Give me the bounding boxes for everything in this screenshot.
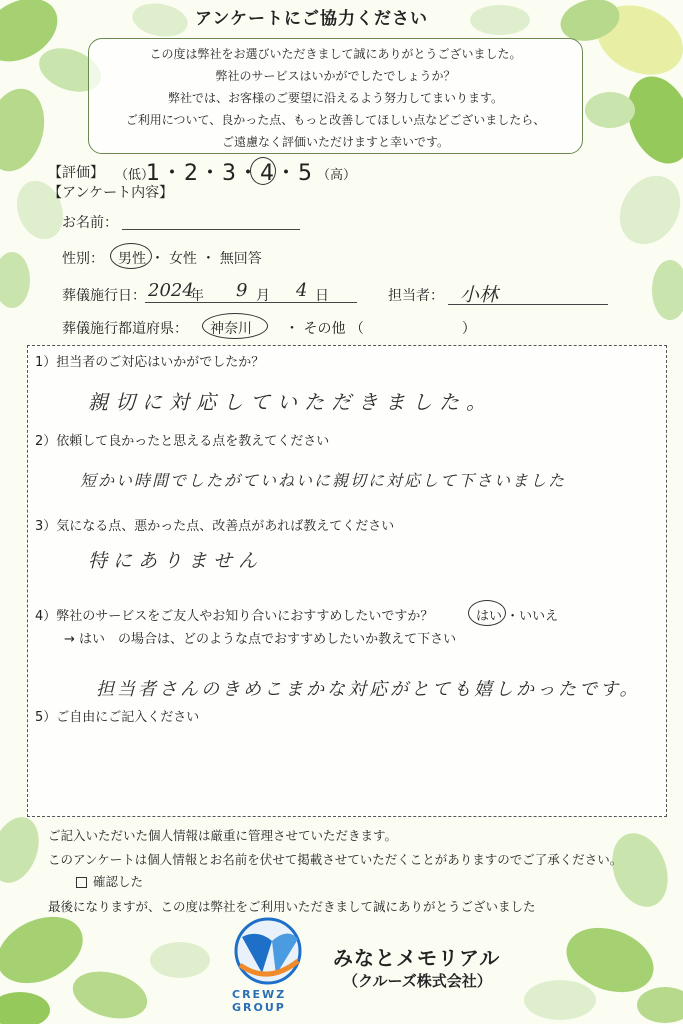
question-4-subprompt: → はい の場合は、どのような点でおすすめしたいか教えて下さい xyxy=(64,632,457,647)
rating-selected-circle xyxy=(250,157,276,185)
privacy-notice: ご記入いただいた個人情報は厳重に管理させていただきます。 xyxy=(48,828,398,843)
date-year-unit: 年 xyxy=(190,288,204,304)
questions-box xyxy=(27,345,667,817)
company-subname: （クルーズ株式会社） xyxy=(343,972,492,990)
staff-field-line[interactable] xyxy=(448,304,608,305)
answer-1-handwritten: 親切に対応していただきました。 xyxy=(88,390,493,414)
intro-line: 弊社のサービスはいかがでしたでしょうか？ xyxy=(215,69,456,83)
date-month-handwritten: 9 xyxy=(236,280,248,301)
date-day-unit: 日 xyxy=(315,288,329,304)
prefecture-selected-circle xyxy=(202,313,268,339)
date-year-handwritten: 2024 xyxy=(148,280,194,301)
staff-label: 担当者： xyxy=(388,288,444,304)
question-5: 5）ご自由にご記入ください xyxy=(35,710,200,725)
company-name: みなとメモリアル xyxy=(333,946,501,970)
logo-text-crewz: CREWZ xyxy=(232,988,287,1001)
date-field-line[interactable] xyxy=(145,302,357,303)
prefecture-other-option: ・ その他 （ ） xyxy=(285,321,476,337)
confirm-checkbox[interactable] xyxy=(76,877,87,888)
staff-name-handwritten: 小林 xyxy=(460,284,499,306)
gender-selected-circle xyxy=(110,243,152,269)
intro-line: 弊社では、お客様のご要望に沿えるよう努力してまいります。 xyxy=(167,91,504,105)
funeral-date-label: 葬儀施行日： xyxy=(62,288,146,304)
survey-content-label: 【アンケート内容】 xyxy=(48,185,174,201)
question-3: 3）気になる点、悪かった点、改善点があれば教えてください xyxy=(35,519,395,534)
intro-line: ご遠慮なく評価いただけますと幸いです。 xyxy=(221,135,450,149)
survey-title: アンケートにご協力ください xyxy=(195,9,428,29)
date-month-unit: 月 xyxy=(256,288,270,304)
logo-text-group: GROUP xyxy=(232,1001,286,1014)
rating-high-label: （高） xyxy=(317,168,357,183)
question-2: 2）依頼して良かったと思える点を教えてください xyxy=(35,434,330,449)
date-day-handwritten: 4 xyxy=(296,280,308,301)
name-label: お名前： xyxy=(62,215,118,231)
question-4-options: はい ・いいえ xyxy=(476,609,559,624)
question-4: 4）弊社のサービスをご友人やお知り合いにおすすめしたいですか？ xyxy=(35,609,434,624)
rating-label: 【評価】 xyxy=(48,165,104,181)
answer-4-handwritten: 担当者さんのきめこまかな対応がとても嬉しかったです。 xyxy=(96,679,641,700)
answer-3-handwritten: 特にありません xyxy=(88,550,264,572)
name-field-line[interactable] xyxy=(122,229,300,230)
intro-line: ご利用について、良かった点、もっと改善してほしい点などございましたら、 xyxy=(125,113,546,127)
prefecture-selected: 神奈川 xyxy=(210,321,252,337)
gender-label: 性別： xyxy=(62,251,104,267)
publication-notice: このアンケートは個人情報とお名前を伏せて掲載させていただくことがありますのでご了承ください。 xyxy=(48,852,623,867)
confirm-row xyxy=(76,872,143,890)
crewz-logo-icon xyxy=(228,915,308,987)
question-4-selected-circle xyxy=(468,600,506,626)
gender-options: 男性 ・ 女性 ・ 無回答 xyxy=(118,251,262,267)
rating-scale: 1・2・3・4・5 xyxy=(146,161,313,186)
question-1: 1）担当者のご対応はいかがでしたか？ xyxy=(35,355,265,370)
closing-thanks: 最後になりますが、この度は弊社をご利用いただきまして誠にありがとうございました xyxy=(48,899,536,914)
rating-low-label: （低） xyxy=(115,168,155,183)
confirm-label: 確認した xyxy=(93,874,144,889)
answer-2-handwritten: 短かい時間でしたがていねいに親切に対応して下さいました xyxy=(80,471,567,490)
intro-message-box xyxy=(88,38,583,154)
prefecture-label: 葬儀施行都道府県： xyxy=(62,321,188,337)
intro-line: この度は弊社をお選びいただきまして誠にありがとうございました。 xyxy=(149,47,522,61)
